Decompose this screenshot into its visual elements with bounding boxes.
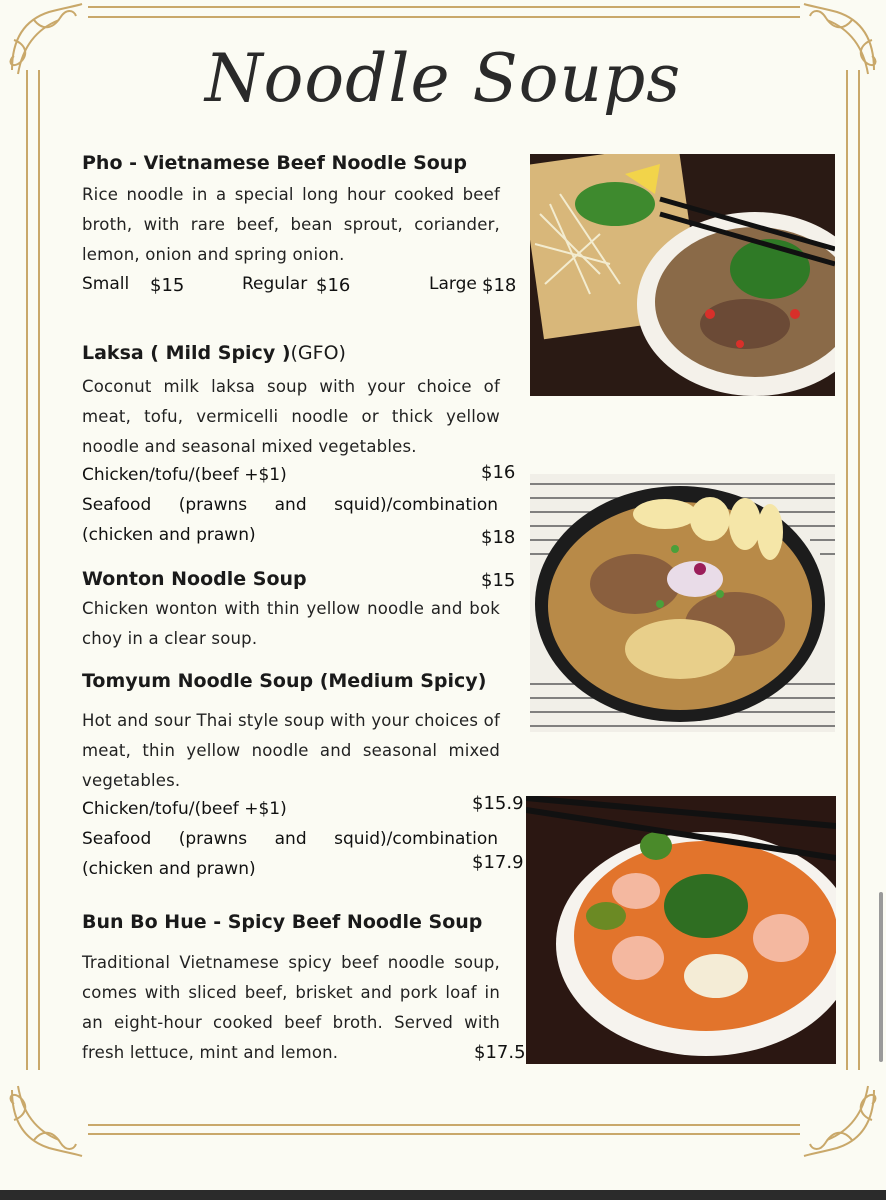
option-price: $17.9 (472, 852, 524, 873)
size-price-regular: $16 (316, 275, 351, 296)
corner-ornament-bottom-left (4, 1080, 84, 1160)
option-label: Chicken/tofu/(beef +$1) (82, 799, 287, 819)
option-label-line1: Seafood (prawns and squid)/combination (82, 495, 498, 515)
menu-item-name: Pho - Vietnamese Beef Noodle Soup (82, 152, 467, 174)
bottom-edge (0, 1190, 886, 1200)
option-label-line2: (chicken and prawn) (82, 525, 256, 545)
menu-item-description: Rice noodle in a special long hour cooked beef broth, with rare beef, bean sprout, coriander, lemon, onion and spring onion. (82, 185, 500, 264)
frame-right-line-outer (858, 70, 860, 1070)
menu-item-price: $15 (481, 570, 516, 591)
tomyum-soup-photo (526, 796, 836, 1064)
frame-bottom-line-outer (88, 1124, 800, 1126)
frame-top-line-outer (88, 6, 800, 8)
menu-item-name-text: Laksa ( Mild Spicy ) (82, 342, 291, 364)
option-price: $18 (481, 527, 516, 548)
option-price: $16 (481, 462, 516, 483)
menu-item-name: Wonton Noodle Soup (82, 568, 307, 590)
size-price-large: $18 (482, 275, 517, 296)
wonton-soup-photo (530, 474, 835, 732)
option-price: $15.9 (472, 793, 524, 814)
menu-item-description: Chicken wonton with thin yellow noodle and bok choy in a clear soup. (82, 599, 500, 648)
menu-item-name: Bun Bo Hue - Spicy Beef Noodle Soup (82, 911, 483, 933)
option-label-line1: Seafood (prawns and squid)/combination (82, 829, 498, 849)
menu-item-description: Coconut milk laksa soup with your choice of meat, tofu, vermicelli noodle or thick yellow noodle and seasonal mixed vegetables. (82, 377, 500, 456)
size-label-large: Large (429, 274, 477, 294)
frame-left-line-outer (26, 70, 28, 1070)
frame-left-line-inner (38, 70, 40, 1070)
menu-item-description: Hot and sour Thai style soup with your choices of meat, thin yellow noodle and seasonal mixed vegetables. (82, 711, 500, 790)
size-label-regular: Regular (242, 274, 308, 294)
scrollbar[interactable] (879, 892, 883, 1062)
gfo-tag: (GFO) (290, 342, 346, 364)
size-price-small: $15 (150, 275, 185, 296)
frame-right-line-inner (846, 70, 848, 1070)
page-title: Noodle Soups (204, 40, 682, 117)
size-label-small: Small (82, 274, 130, 294)
option-label: Chicken/tofu/(beef +$1) (82, 465, 287, 485)
corner-ornament-bottom-right (802, 1080, 882, 1160)
menu-item-price: $17.5 (474, 1042, 526, 1063)
menu-item-description: Traditional Vietnamese spicy beef noodle soup, comes with sliced beef, brisket and pork loaf in an eight-hour cooked beef broth. Served with fresh lettuce, mint and lemon. (82, 953, 500, 1062)
menu-item-name (82, 342, 346, 364)
pho-photo (530, 154, 835, 396)
menu-item-name: Tomyum Noodle Soup (Medium Spicy) (82, 670, 487, 692)
option-label-line2: (chicken and prawn) (82, 859, 256, 879)
frame-top-line-inner (88, 16, 800, 18)
frame-bottom-line-inner (88, 1133, 800, 1135)
